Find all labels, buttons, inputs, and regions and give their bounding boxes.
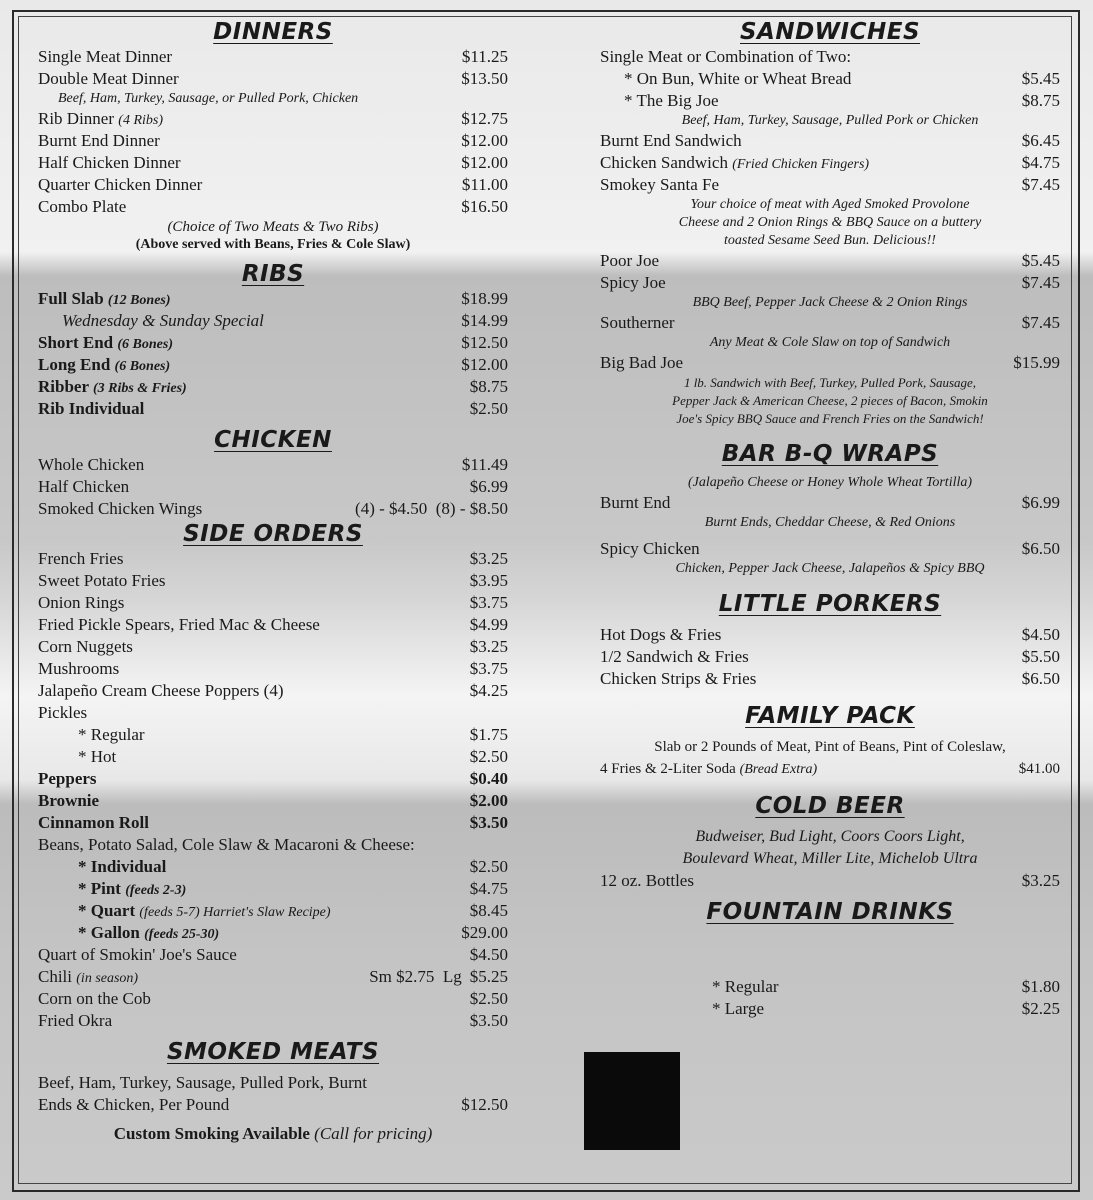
- menu-item: * Hot $2.50: [78, 747, 508, 766]
- santa-fe-note: Cheese and 2 Onion Rings & BBQ Sauce on a buttery: [678, 215, 982, 230]
- menu-item: * Regular $1.80: [712, 977, 1060, 996]
- menu-item: Fried Okra $3.50: [38, 1011, 508, 1030]
- menu-item: Rib Individual $2.50: [38, 399, 508, 418]
- menu-item: Chicken Strips & Fries $6.50: [600, 669, 1060, 688]
- menu-item: 4 Fries & 2-Liter Soda (Bread Extra) $41.00: [600, 761, 1060, 777]
- cold-beer-heading: COLD BEER: [755, 793, 905, 819]
- menu-item: Cinnamon Roll $3.50: [38, 813, 508, 832]
- menu-item: Quart of Smokin' Joe's Sauce $4.50: [38, 945, 508, 964]
- dinner-meat-note: Beef, Ham, Turkey, Sausage, or Pulled Pork, Chicken: [58, 91, 359, 106]
- left-column: [38, 18, 508, 1146]
- menu-item: Chicken Sandwich (Fried Chicken Fingers) $4.75: [600, 153, 1060, 172]
- chicken-heading: CHICKEN: [214, 427, 332, 453]
- redaction-block: [584, 1052, 680, 1150]
- menu-item: Peppers $0.40: [38, 769, 508, 788]
- menu-item: Ribber (3 Ribs & Fries) $8.75: [38, 377, 508, 396]
- side-orders-heading: SIDE ORDERS: [183, 521, 363, 547]
- santa-fe-note: toasted Sesame Seed Bun. Delicious!!: [724, 233, 936, 248]
- menu-item: Combo Plate $16.50: [38, 197, 508, 216]
- beer-brands: Budweiser, Bud Light, Coors Coors Light,: [695, 828, 965, 845]
- beer-brands: Boulevard Wheat, Miller Lite, Michelob Ultra: [682, 850, 978, 867]
- beans-header: Beans, Potato Salad, Cole Slaw & Macaroni & Cheese:: [38, 835, 415, 854]
- menu-item: Burnt End $6.99: [600, 493, 1060, 512]
- menu-item: Corn Nuggets $3.25: [38, 637, 508, 656]
- santa-fe-note: Your choice of meat with Aged Smoked Provolone: [690, 197, 970, 212]
- menu-item: Hot Dogs & Fries $4.50: [600, 625, 1060, 644]
- menu-item: Half Chicken Dinner $12.00: [38, 153, 508, 172]
- menu-item: Burnt End Dinner $12.00: [38, 131, 508, 150]
- menu-item: Mushrooms $3.75: [38, 659, 508, 678]
- menu-item: * Large $2.25: [712, 999, 1060, 1018]
- combo-note: (Choice of Two Meats & Two Ribs): [167, 219, 379, 235]
- menu-item: * Regular $1.75: [78, 725, 508, 744]
- menu-item: * On Bun, White or Wheat Bread $5.45: [624, 69, 1060, 88]
- menu-item: Whole Chicken $11.49: [38, 455, 508, 474]
- wraps-heading: BAR B-Q WRAPS: [721, 441, 939, 467]
- spicy-joe-note: BBQ Beef, Pepper Jack Cheese & 2 Onion Rings: [692, 295, 968, 310]
- menu-item: Poor Joe $5.45: [600, 251, 1060, 270]
- menu-item: Sweet Potato Fries $3.95: [38, 571, 508, 590]
- family-line-1: Slab or 2 Pounds of Meat, Pint of Beans, Pint of Coleslaw,: [654, 739, 1006, 755]
- sandwiches-heading: SANDWICHES: [739, 19, 921, 45]
- menu-item: Rib Dinner (4 Ribs) $12.75: [38, 109, 508, 128]
- family-pack-heading: FAMILY PACK: [745, 703, 915, 729]
- menu-item: Burnt End Sandwich $6.45: [600, 131, 1060, 150]
- right-column: [600, 18, 1060, 1020]
- menu-item: Corn on the Cob $2.50: [38, 989, 508, 1008]
- smoked-meats-heading: SMOKED MEATS: [166, 1039, 380, 1065]
- ribs-heading: RIBS: [241, 261, 305, 287]
- menu-item: Big Bad Joe $15.99: [600, 353, 1060, 372]
- little-porkers-heading: LITTLE PORKERS: [718, 591, 942, 617]
- menu-item: Spicy Joe $7.45: [600, 273, 1060, 292]
- menu-item: Long End (6 Bones) $12.00: [38, 355, 508, 374]
- menu-item: * Pint (feeds 2-3) $4.75: [78, 879, 508, 898]
- menu-item: Fried Pickle Spears, Fried Mac & Cheese $4.99: [38, 615, 508, 634]
- menu-item: Onion Rings $3.75: [38, 593, 508, 612]
- menu-item: * Individual $2.50: [78, 857, 508, 876]
- custom-smoking: Custom Smoking Available (Call for pricing): [113, 1124, 433, 1143]
- big-bad-joe-note: Pepper Jack & American Cheese, 2 pieces of Bacon, Smokin: [672, 393, 988, 408]
- menu-item: * The Big Joe $8.75: [624, 91, 1060, 110]
- menu-item: Double Meat Dinner $13.50: [38, 69, 508, 88]
- menu-item: Half Chicken $6.99: [38, 477, 508, 496]
- menu-item: Chili (in season) Sm $2.75 Lg $5.25: [38, 967, 508, 986]
- menu-item: Spicy Chicken $6.50: [600, 539, 1060, 558]
- menu-item: Smokey Santa Fe $7.45: [600, 175, 1060, 194]
- fountain-drinks-heading: FOUNTAIN DRINKS: [706, 899, 954, 925]
- menu-item: Single Meat Dinner $11.25: [38, 47, 508, 66]
- dinners-heading: DINNERS: [213, 19, 333, 45]
- big-bad-joe-note: Joe's Spicy BBQ Sauce and French Fries on the Sandwich!: [676, 411, 984, 426]
- pickles-label: Pickles: [38, 703, 88, 722]
- menu-item: Jalapeño Cream Cheese Poppers (4) $4.25: [38, 681, 508, 700]
- menu-item: 12 oz. Bottles $3.25: [600, 871, 1060, 890]
- wrap-desc: Chicken, Pepper Jack Cheese, Jalapeños & Spicy BBQ: [675, 561, 985, 576]
- smoked-line-1: Beef, Ham, Turkey, Sausage, Pulled Pork, Burnt: [38, 1073, 367, 1092]
- menu-item: 1/2 Sandwich & Fries $5.50: [600, 647, 1060, 666]
- menu-item: Quarter Chicken Dinner $11.00: [38, 175, 508, 194]
- menu-item: French Fries $3.25: [38, 549, 508, 568]
- menu-item: Full Slab (12 Bones) $18.99: [38, 289, 508, 308]
- served-note: (Above served with Beans, Fries & Cole Slaw): [135, 237, 411, 252]
- southerner-note: Any Meat & Cole Slaw on top of Sandwich: [709, 335, 951, 350]
- wraps-note: (Jalapeño Cheese or Honey Whole Wheat Tortilla): [687, 475, 973, 490]
- big-bad-joe-note: 1 lb. Sandwich with Beef, Turkey, Pulled Pork, Sausage,: [683, 375, 977, 390]
- sandwich-intro: Single Meat or Combination of Two:: [600, 47, 852, 66]
- menu-item: * Quart (feeds 5-7) Harriet's Slaw Recipe) $8.45: [78, 901, 508, 920]
- menu-item: Brownie $2.00: [38, 791, 508, 810]
- menu-item: Short End (6 Bones) $12.50: [38, 333, 508, 352]
- menu-item: Southerner $7.45: [600, 313, 1060, 332]
- sandwich-meat-note: Beef, Ham, Turkey, Sausage, Pulled Pork or Chicken: [681, 113, 979, 128]
- menu-item: Ends & Chicken, Per Pound $12.50: [38, 1095, 508, 1114]
- menu-item: Smoked Chicken Wings (4) - $4.50 (8) - $8.50: [38, 499, 508, 518]
- menu-item: Wednesday & Sunday Special $14.99: [62, 311, 508, 330]
- menu-item: * Gallon (feeds 25-30) $29.00: [78, 923, 508, 942]
- wrap-desc: Burnt Ends, Cheddar Cheese, & Red Onions: [704, 515, 956, 530]
